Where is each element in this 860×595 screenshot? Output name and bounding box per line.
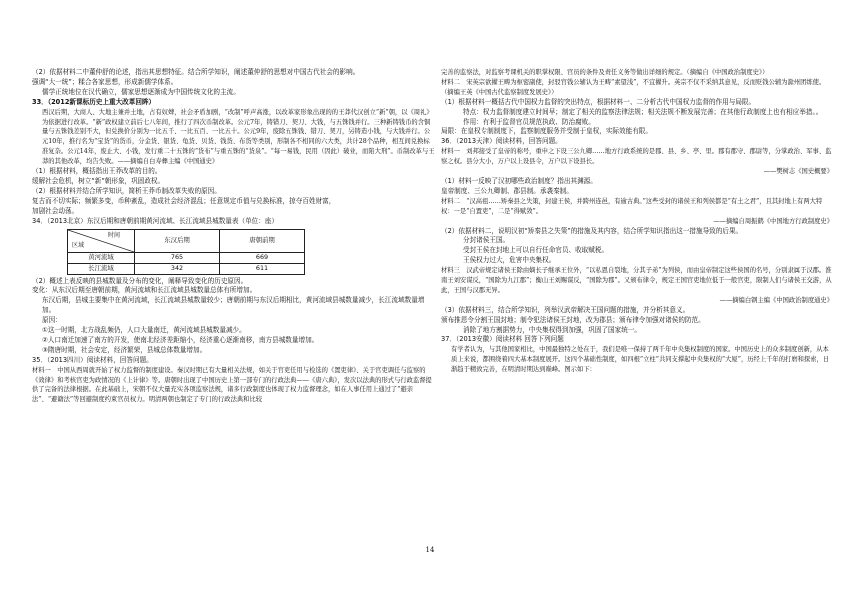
q35-answer-limits: 局限：在皇权专制制度下，监察制度服务并受制于皇权，实际效能有限。: [441, 127, 652, 136]
table-row: [68, 263, 305, 274]
corner-label-time: 时间: [107, 231, 120, 239]
q34-answer-change-detail: 东汉后期，县城主要集中在黄河流域，长江流域县城数量较少；唐朝前期与东汉后期相比，黄河流域县城数量减少，长江流域数量增加。: [42, 296, 425, 315]
table-value-cell: 611: [220, 263, 305, 274]
q36-material-3-source: ——摘编白钢主编《中国政治制度通史》: [719, 296, 833, 304]
q36-material-2: 材料二 “汉高祖……矫秦县之失策，封建王侯，并跨州连邑，有逾古典。”这些受封的诸侯王和列侯都是“有土之君”，且其封地上有两大特权：一是“自置吏”，二是“得赋敛”。: [441, 197, 823, 215]
county-count-table: [67, 229, 305, 275]
q35-answer-role: 作用：有利于监督官员规范执政、防治腐败。: [463, 117, 595, 126]
q36-part3-answer-2: 消除了地方割据势力，中央集权得到加强，巩固了国家统一。: [463, 325, 642, 334]
table-column-header: 东汉后期: [135, 229, 220, 252]
q33-material: 西汉后期，大商人、大地主兼并土地，占有奴婢，社会矛盾加剧，“改制”呼声高涨，以改革家形象出现的的王莽代汉创立“新”朝，以《周礼》为依据进行改革。“新”政权建立前后七八年间，推行了四次币制改革。公元7年，铸错刀、契刀、大钱，与五铢钱并行。三种新铸钱币的含铜量与五铢钱差别不大，但兑换价分别为一比五千、一比五百、一比五十。公元9年，废除五铢钱、错刀、契刀，另铸造小钱，与大钱并行。公元10年，推行名为“宝货”的货币，分金货、银货、龟货、贝货、钱货、布货等类别，形制各不相同的六大类，共计28个品种，相互间兑换标准复杂。公元14年，废止大、小钱，发行重二十五铢的“货布”与重五铢的“货泉”。“每一易钱，民用（因此）破业，而陷大刑”。币制改革与王莽的其他改革，均告失败。——摘编自白寿彝主编《中国通史》: [42, 108, 435, 166]
q37-heading: 37．（2013安徽）阅读材料 回答下列问题: [441, 335, 564, 344]
page-number: 14: [425, 546, 435, 554]
q36-material-1-source: ——樊树志《国史概要》: [763, 168, 833, 176]
q36-part3-answer-1: 颁布推恩令分割王国封地；制令犯法诸侯王封地，改为郡县；颁布律令加强对诸侯的防范。: [441, 315, 705, 324]
q36-part2-answer-1: 分封诸侯王国。: [463, 236, 510, 245]
q33-part1-answer: 缓解社会危机，树立“新”朝形象，巩固政权。: [32, 176, 165, 185]
q36-part2-question: （2）依据材料二，说明汉初“矫秦县之失策”的措施及其内容，结合所学知识指出这一措施导致的后果。: [441, 226, 743, 235]
q35-part1-question: （1）根据材料一概括古代中国权力监督的突出特点，根据材料一、二分析古代中国权力监督的作用与局限。: [441, 97, 756, 106]
q35-answer-features: 特点：权力监督制度建立时间早；制定了相关的监察法律法规；相关法规不断发展完善；在其他行政制度上也有相应举措。。: [463, 107, 823, 116]
q32-answer-2: 儒学正统地位在汉代确立，儒家思想逐渐成为中国传统文化的主流。: [42, 87, 240, 96]
q36-part1-question: （1）材料一反映了汉初哪些政治制度？指出其渊源。: [441, 176, 597, 185]
table-region-cell: 黄河流域: [68, 252, 135, 263]
q36-part2-answer-2: 受封王侯在封地上可以自行任命官员、收取赋税。: [463, 246, 609, 255]
table-column-header: 唐朝前期: [220, 229, 305, 252]
q36-material-3: 材料三 汉武帝规定诸侯王除由嫡长子继承王位外，“以私恩自裂地，分其子弟”为列侯，而由皇帝制定这些侯国的名号，分别隶属于汉郡。淮南王刘安谋反，“国除为九江郡”；衡山王刘赐谋反，“国除为郡”。又颁布律令，规定王国官吏地位低于一般官吏，限制人们与诸侯王交游，从此，王国与汉郡无异。: [441, 267, 832, 294]
table-corner-cell: [68, 229, 135, 252]
table-value-cell: 765: [135, 252, 220, 263]
table-value-cell: 342: [135, 263, 220, 274]
q34-answer-change: 变化：从东汉后期至唐朝前期，黄河流域和长江流域县城数量总体有所增加。: [32, 286, 257, 295]
left-column: [32, 68, 435, 405]
q32-answer-1: 强调“大一统”；糅合各家思想，形成新儒学体系。: [32, 77, 178, 86]
q34-heading: 34．（2013北京）东汉后期和唐朝前期黄河流域、长江流域县城数量表（单位：座）: [32, 216, 279, 225]
q33-heading: 33．（2012新课标历史上重大改革回眸）: [32, 97, 156, 106]
right-column: [441, 68, 833, 375]
q35-material-1: 材料一 中国从西周就开始了权力监督的制度建设。秦汉时期已有大量相关法规，如关于官吏任用与检选的《置吏律》、关于官吏调任与监察的《效律》和考核官吏为政情况的《上计律》等。唐朝时出现了中国历史上第一部专门的行政法典——《唐六典》，发次以法典的形式与行政监督提供了完备的法律根据。在此基础上，宋朝不仅大量充实各项监察法规，诸多行政制度也体现了权力监督理念，如在人事任用上通过了“避亲法”、“避籍法”等回避制度约束官员权力。明清两朝也制定了专门的行政法典和比较: [32, 366, 432, 404]
q35-material-2: 材料二 宋英宗欲擢王畴为枢密副使，封驳官钱公辅认为王畴“素望浅”，不宜擢升。英宗不仅不采纳其意见，反而贬钱公辅为滁州团练使。（摘编王英《中国古代监察制度发展史》）: [441, 78, 826, 96]
q36-material-1: 材料一 刘邦接受了皇帝的称号，重申之下设三公九卿……地方行政系统的是郡、县、乡、亭、里。郡有郡守、郡尉等，分掌政治、军事、监察之权。县分大小，万户以上设县令，万户以下设县长。: [441, 148, 832, 166]
q33-part2-answer-cont: 加剧社会动荡。: [32, 206, 79, 215]
q34-part2-question: （2）概述上表反映的县城数量及分布的变化，阐释导致变化的历史原因。: [32, 276, 248, 285]
q37-material: 有学者认为，与其他国家相比，中国最独特之处在于，我们是唯一保持了两千年中央集权制度的国家。中国历史上的众多制度创新，从本质上来说，都围绕着四大基本制度展开。这四个基础性制度，如四根“立柱”共同支撑起中央集权的“大厦”，历经上千年的打磨和探索，日渐趋于精致完善，在明清时期达到巅峰。图示如下：: [451, 346, 830, 374]
q36-part2-answer-3: 王侯权力过大，危害中央集权。: [463, 256, 556, 265]
table-header-row: [68, 229, 305, 252]
q34-answer-reason-1: ①这一时期，北方战乱频仍，人口大量南迁，黄河流域县城数量减少。: [42, 326, 246, 335]
q35-material-1-cont: 完善的监察法，对监察考课机关的职掌权限、官员的条件及责任义务等做出详细的规定。（摘编自《中国政治制度史》）: [441, 69, 769, 76]
q36-part1-answer: 皇帝制度、三公九卿制、郡县制。承袭秦制。: [441, 186, 573, 195]
q36-heading: 36．（2013天津）阅读材料，回答问题。: [441, 137, 562, 146]
q34-answer-reason-2: ②人口南迁加速了南方的开发，使南北经济差距缩小，经济重心逐渐南移，南方县城数量增加。: [42, 335, 319, 344]
q34-answer-reason-3: ③隋唐时期，社会安定，经济繁荣，县城总体数量增加。: [42, 345, 207, 354]
q36-material-2-source: ——摘编自周振鹤《中国地方行政制度史》: [713, 217, 833, 225]
corner-label-region: 区域: [72, 241, 85, 249]
q33-part1-question: （1）根据材料，概括指出王莽改革的目的。: [32, 167, 162, 176]
q35-heading: 35．（2013四川）阅读材料，回答问题。: [32, 355, 153, 364]
q34-answer-reason-label: 原因：: [42, 316, 62, 325]
q33-part2-answer: 复古而不切实际；频繁多变，币种紊乱，造成社会经济混乱；任意规定币值与兑换标准，掠夺百姓财富，: [32, 196, 336, 205]
q32-part2-question: （2）依据材料二中董仲舒的论述，指出其思想特征。结合所学知识，阐述董仲舒的思想对中国古代社会的影响。: [32, 68, 360, 76]
table-row: [68, 252, 305, 263]
q33-part2-question: （2）根据材料并结合所学知识，简析王莽币制改革失败的原因。: [32, 186, 221, 195]
q36-part3-question: （3）依据材料三，结合所学知识，列举汉武帝解决王国问题的措施，并分析其意义。: [441, 305, 690, 314]
table-value-cell: 669: [220, 252, 305, 263]
table-region-cell: 长江流域: [68, 263, 135, 274]
